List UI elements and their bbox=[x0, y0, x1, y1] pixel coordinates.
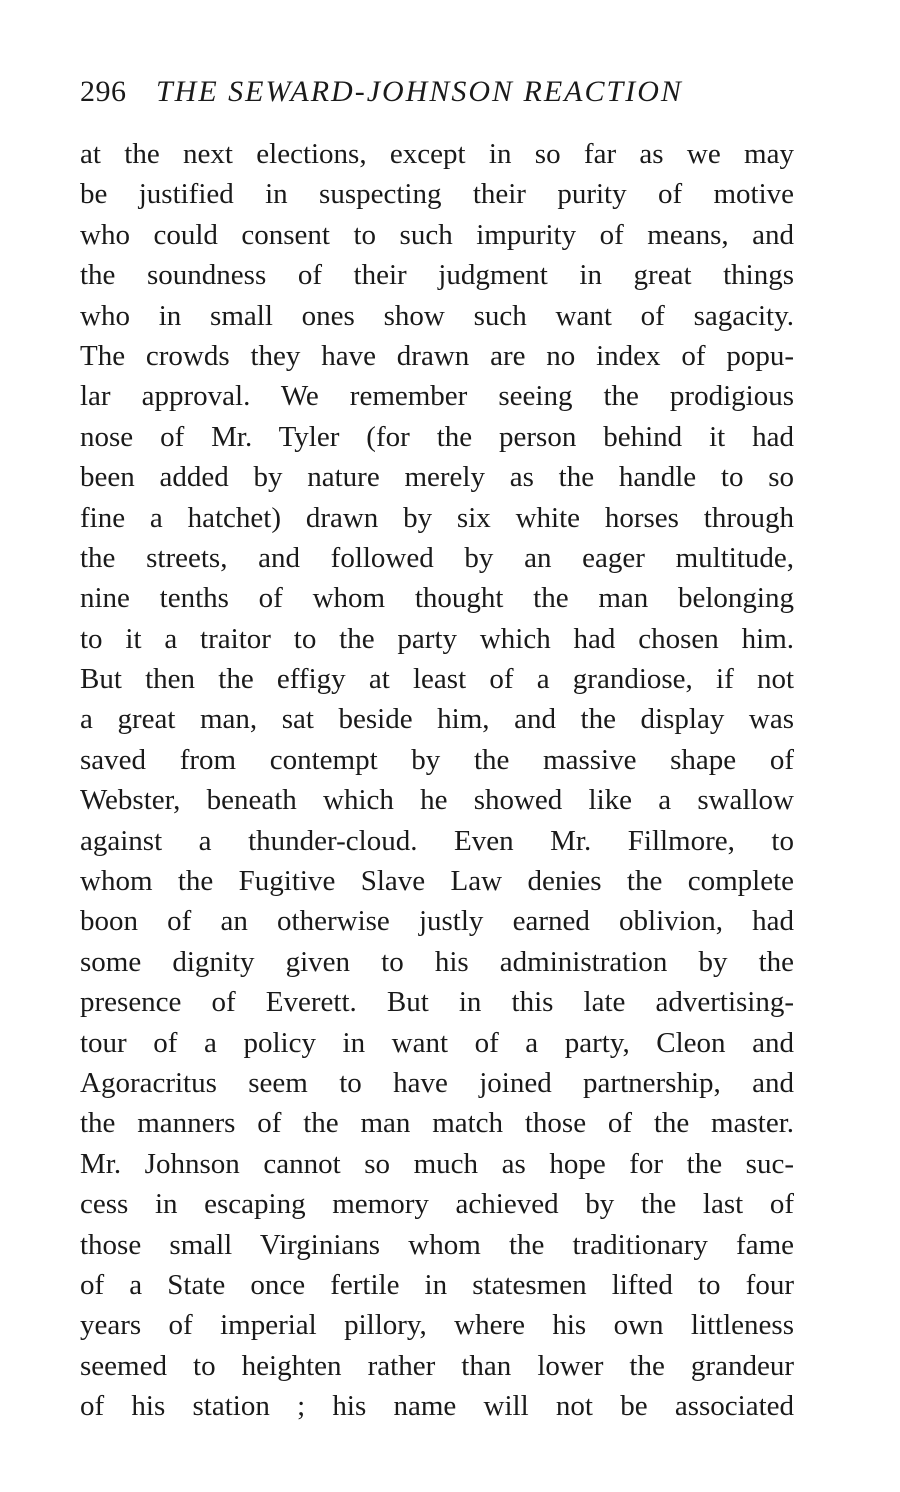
text-line: boon of an otherwise justly earned oblivion, had bbox=[80, 905, 794, 938]
running-head bbox=[80, 72, 800, 112]
text-line: a great man, sat beside him, and the display was bbox=[80, 703, 794, 736]
text-line: who could consent to such impurity of means, and bbox=[80, 218, 794, 251]
text-line: Webster, beneath which he showed like a swallow bbox=[80, 784, 794, 817]
text-line: lar approval. We remember seeing the prodigious bbox=[80, 380, 794, 413]
text-line: cess in escaping memory achieved by the last of bbox=[80, 1188, 794, 1221]
running-title: THE SEWARD-JOHNSON REACTION bbox=[156, 75, 683, 108]
text-line: who in small ones show such want of sagacity. bbox=[80, 299, 794, 332]
text-line: saved from contempt by the massive shape of bbox=[80, 743, 794, 776]
text-line: fine a hatchet) drawn by six white horses through bbox=[80, 501, 794, 534]
text-line: nose of Mr. Tyler (for the person behind it had bbox=[80, 420, 794, 453]
body-text bbox=[80, 134, 794, 1427]
text-line: been added by nature merely as the handle to so bbox=[80, 461, 794, 494]
text-line: at the next elections, except in so far as we may bbox=[80, 138, 794, 170]
text-line: of a State once fertile in statesmen lifted to four bbox=[80, 1268, 794, 1301]
text-line: to it a traitor to the party which had chosen him. bbox=[80, 622, 794, 655]
text-line: tour of a policy in want of a party, Cleon and bbox=[80, 1026, 794, 1059]
text-line: those small Virginians whom the traditionary fame bbox=[80, 1228, 794, 1261]
text-line: Agoracritus seem to have joined partnership, and bbox=[80, 1066, 794, 1099]
text-line: the manners of the man match those of the master. bbox=[80, 1107, 794, 1140]
page-number: 296 bbox=[80, 75, 127, 108]
text-line: But then the effigy at least of a grandiose, if not bbox=[80, 663, 794, 696]
text-line: some dignity given to his administration by the bbox=[80, 945, 794, 978]
text-line: presence of Everett. But in this late advertising- bbox=[80, 986, 794, 1019]
text-line: seemed to heighten rather than lower the grandeur bbox=[80, 1349, 794, 1382]
text-line: the soundness of their judgment in great things bbox=[80, 259, 794, 292]
text-line: Mr. Johnson cannot so much as hope for the suc- bbox=[80, 1147, 794, 1180]
text-line: The crowds they have drawn are no index of popu- bbox=[80, 339, 794, 372]
text-line: of his station ; his name will not be associated bbox=[80, 1390, 794, 1423]
text-line: the streets, and followed by an eager multitude, bbox=[80, 541, 794, 574]
text-line: whom the Fugitive Slave Law denies the complete bbox=[80, 865, 794, 898]
text-line: nine tenths of whom thought the man belonging bbox=[80, 582, 794, 615]
text-line: against a thunder-cloud. Even Mr. Fillmore, to bbox=[80, 824, 794, 857]
text-line: years of imperial pillory, where his own littleness bbox=[80, 1309, 794, 1342]
text-line: be justified in suspecting their purity of motive bbox=[80, 178, 794, 211]
